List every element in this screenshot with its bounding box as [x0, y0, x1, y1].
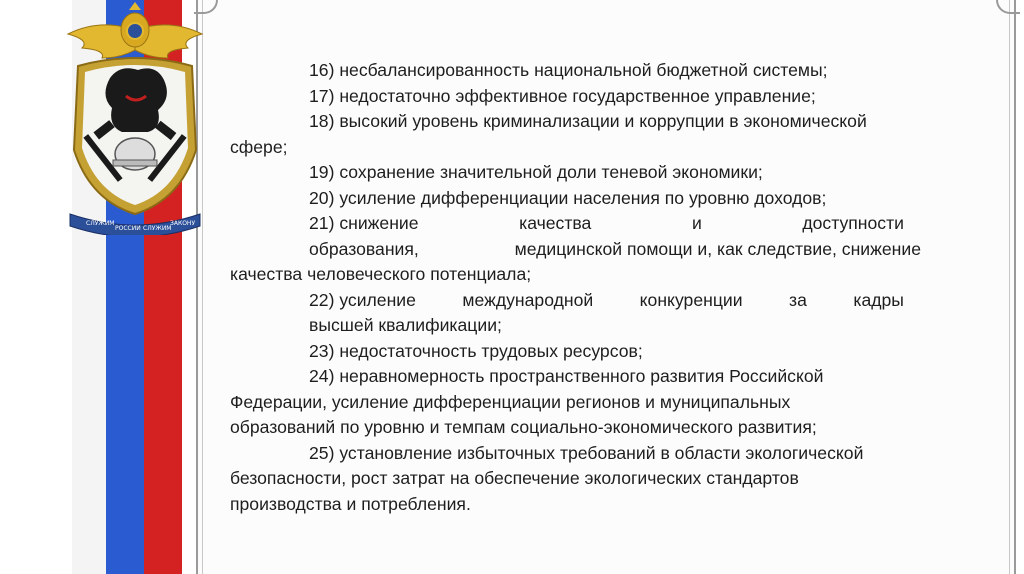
- list-item: 18) высокий уровень криминализации и коррупции в экономической: [309, 111, 867, 131]
- list-item-justified: [230, 288, 945, 314]
- justified-word: медицинской помощи и, как следствие, снижение: [514, 238, 921, 259]
- ribbon-word: ЗАКОНУ: [170, 220, 196, 227]
- ribbon-word: СЛУЖИМ: [86, 220, 115, 227]
- justified-word: за: [789, 289, 807, 310]
- list-item: 24) неравномерность пространственного развития Российской: [309, 366, 824, 386]
- list-item-continuation: высшей квалификации;: [309, 315, 502, 335]
- list-item-continuation: Федерации, усиление дифференциации регионов и муниципальных: [230, 391, 791, 412]
- list-item-justified: [230, 237, 945, 263]
- list-item-justified: [230, 211, 945, 237]
- justified-word: международной: [462, 289, 594, 310]
- list-item: 25) установление избыточных требований в области экологической: [309, 442, 864, 463]
- justified-word: доступности: [802, 213, 904, 233]
- justified-word: качества: [519, 213, 592, 233]
- list-item-continuation: образований по уровню и темпам социально-экономического развития;: [230, 417, 817, 437]
- list-item-continuation: качества человеческого потенциала;: [230, 264, 532, 284]
- list-item: 16) несбалансированность национальной бюджетной системы;: [309, 60, 828, 80]
- list-item: 17) недостаточно эффективное государственное управление;: [309, 85, 816, 106]
- ribbon-word: СЛУЖИМ: [143, 225, 172, 232]
- justified-word: 22) усиление: [309, 289, 416, 310]
- list-item-continuation: производства и потребления.: [230, 493, 471, 514]
- justified-word: 21) снижение: [309, 213, 419, 233]
- justified-word: конкуренции: [639, 289, 743, 310]
- list-item: 19) сохранение значительной доли теневой экономики;: [309, 162, 763, 182]
- list-item-continuation: сфере;: [230, 136, 288, 157]
- threats-list: [230, 58, 945, 517]
- ribbon-word: РОССИИ: [115, 225, 141, 232]
- list-item: 20) усиление дифференциации населения по уровню доходов;: [309, 187, 827, 208]
- justified-word: кадры: [853, 289, 904, 310]
- police-emblem-icon: [60, 0, 210, 235]
- list-item-continuation: безопасности, рост затрат на обеспечение экологических стандартов: [230, 468, 799, 488]
- justified-word: и: [691, 213, 702, 233]
- justified-word: образования,: [309, 238, 419, 259]
- list-item: 23) недостаточность трудовых ресурсов;: [309, 340, 643, 361]
